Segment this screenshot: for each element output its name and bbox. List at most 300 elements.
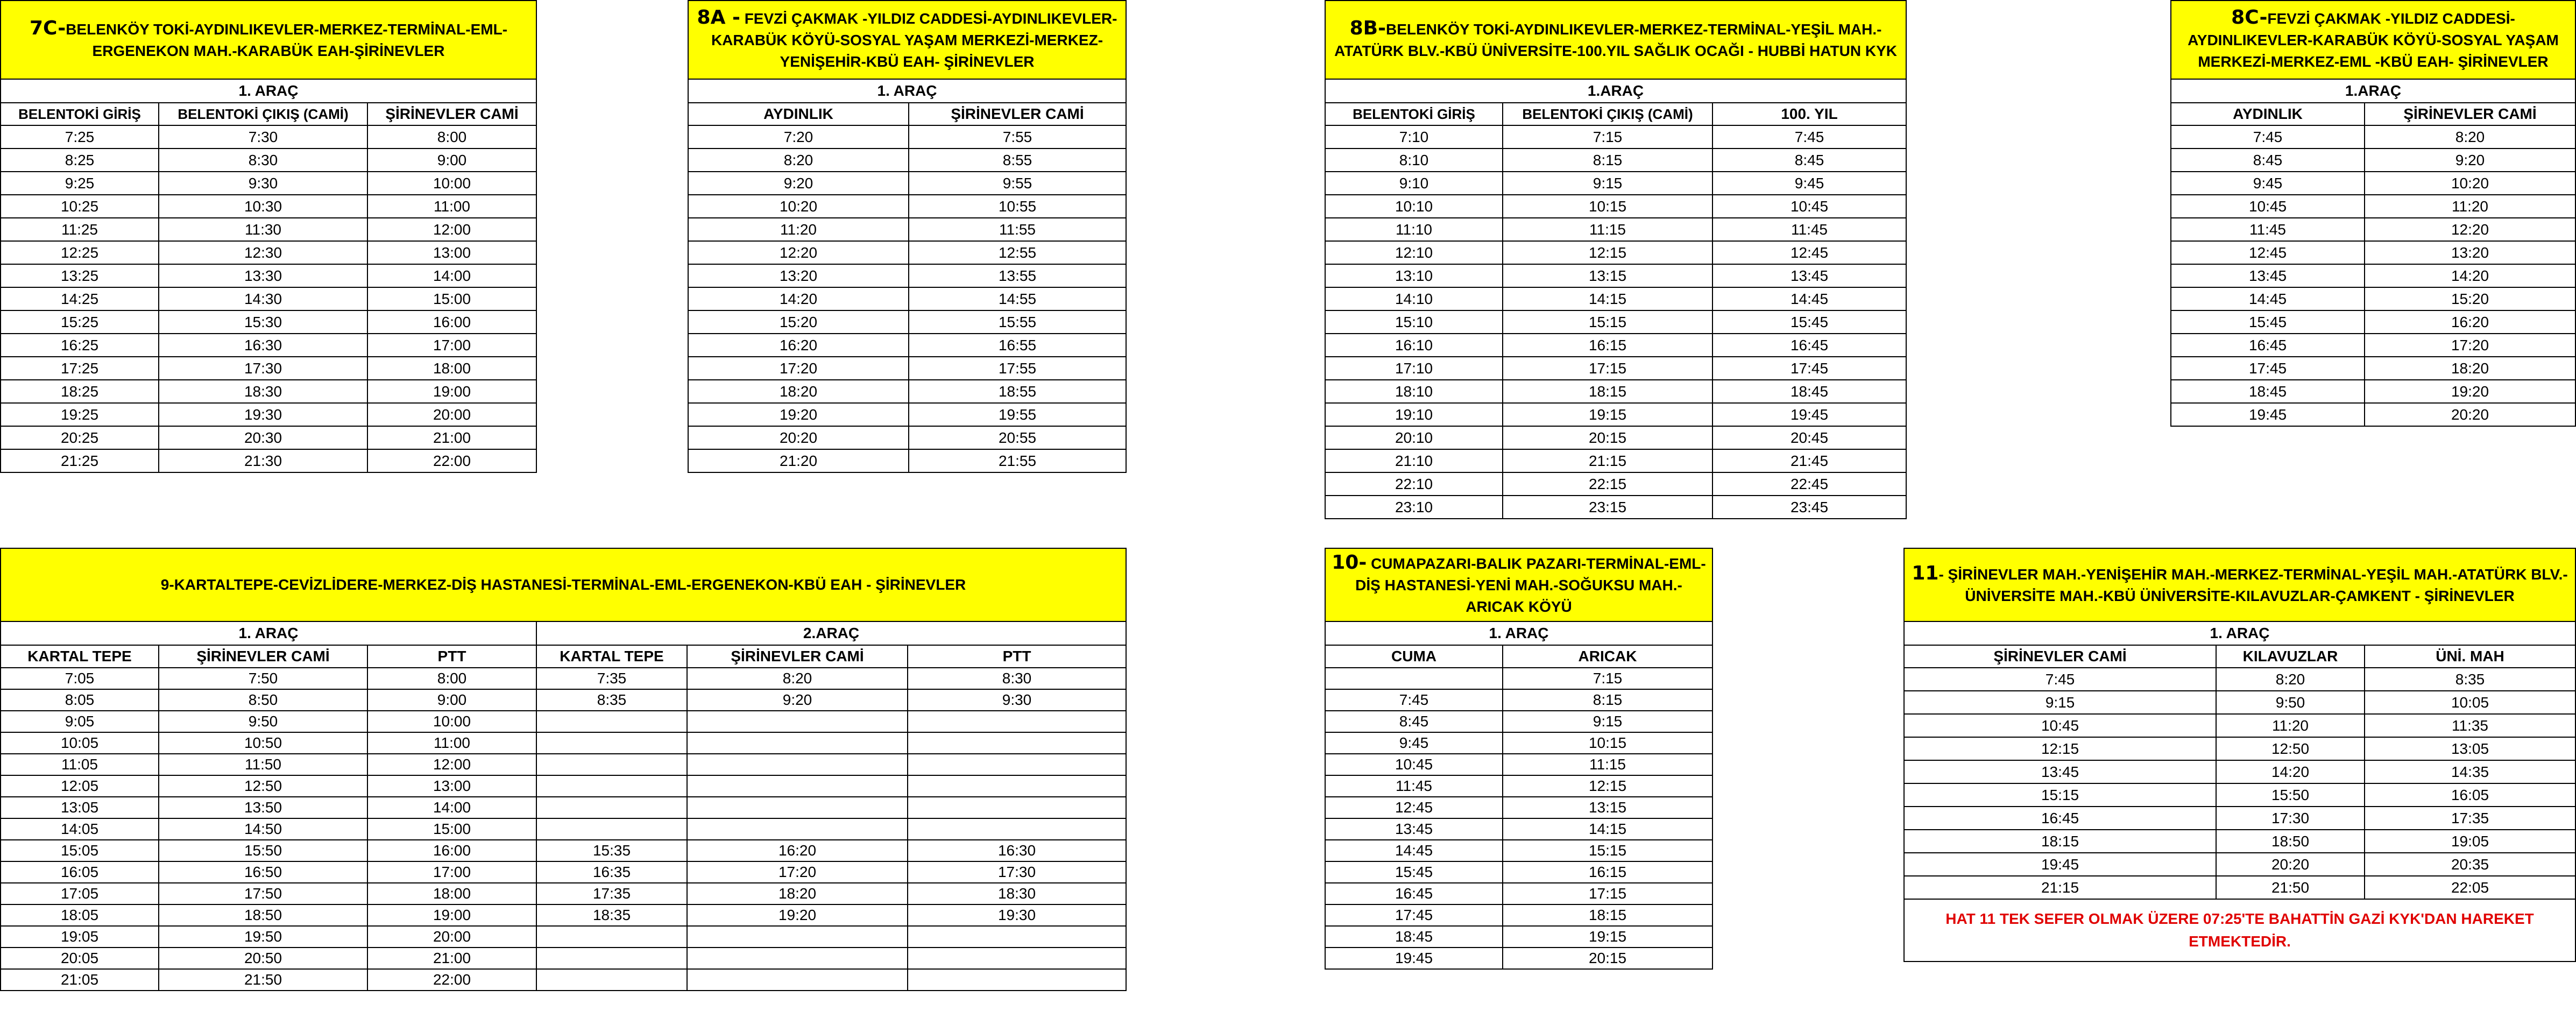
time-cell: 16:50 bbox=[159, 861, 367, 883]
time-cell: 18:15 bbox=[1503, 904, 1712, 926]
route-title-11 bbox=[1904, 548, 2575, 621]
column-header: ŞİRİNEVLER CAMİ bbox=[1904, 645, 2216, 668]
time-cell: 19:30 bbox=[159, 403, 367, 426]
route-title-9 bbox=[1, 548, 1126, 621]
time-cell: 19:20 bbox=[2365, 380, 2575, 403]
time-cell: 9:50 bbox=[159, 711, 367, 732]
time-cell: 18:00 bbox=[367, 357, 536, 380]
table-row bbox=[1325, 426, 1906, 449]
time-cell: 12:15 bbox=[1503, 775, 1712, 797]
table-row bbox=[688, 195, 1126, 218]
time-cell: 17:55 bbox=[909, 357, 1126, 380]
time-cell: 8:45 bbox=[1325, 711, 1503, 732]
time-cell: 13:25 bbox=[1, 264, 159, 287]
time-cell: 16:15 bbox=[1503, 334, 1712, 357]
table-row bbox=[1, 449, 536, 472]
time-cell: 23:15 bbox=[1503, 496, 1712, 519]
time-cell: 15:30 bbox=[159, 310, 367, 334]
time-cell: 9:45 bbox=[1325, 732, 1503, 754]
table-row bbox=[1325, 840, 1712, 861]
time-cell: 15:50 bbox=[159, 840, 367, 861]
table-row bbox=[2171, 125, 2575, 149]
time-cell: 12:45 bbox=[1712, 241, 1906, 264]
table-row bbox=[688, 287, 1126, 310]
time-cell: 13:10 bbox=[1325, 264, 1503, 287]
time-cell: 20:30 bbox=[159, 426, 367, 449]
time-cell: 14:00 bbox=[367, 264, 536, 287]
table-row bbox=[1325, 754, 1712, 775]
time-cell: 11:10 bbox=[1325, 218, 1503, 241]
table-row bbox=[1325, 797, 1712, 818]
time-cell: 18:00 bbox=[367, 883, 536, 904]
time-cell: 17:45 bbox=[2171, 357, 2365, 380]
time-cell: 9:45 bbox=[2171, 172, 2365, 195]
time-cell bbox=[687, 754, 908, 775]
time-cell: 19:50 bbox=[159, 926, 367, 948]
time-cell: 7:45 bbox=[1712, 125, 1906, 149]
time-cell: 9:25 bbox=[1, 172, 159, 195]
time-cell bbox=[908, 926, 1126, 948]
time-cell: 16:35 bbox=[536, 861, 687, 883]
route-title-8c bbox=[2171, 1, 2575, 79]
time-cell bbox=[536, 969, 687, 991]
table-row bbox=[1, 689, 1126, 711]
time-cell: 12:50 bbox=[2216, 737, 2365, 760]
table-row bbox=[1, 797, 1126, 818]
vehicle-label: 1.ARAÇ bbox=[2171, 79, 2575, 103]
time-cell bbox=[536, 797, 687, 818]
table-row bbox=[1, 357, 536, 380]
time-cell: 20:35 bbox=[2365, 853, 2575, 876]
time-cell: 8:20 bbox=[687, 668, 908, 689]
time-cell: 12:50 bbox=[159, 775, 367, 797]
time-cell: 19:30 bbox=[908, 904, 1126, 926]
time-cell bbox=[687, 818, 908, 840]
time-cell: 14:25 bbox=[1, 287, 159, 310]
time-cell: 21:50 bbox=[159, 969, 367, 991]
table-row bbox=[1325, 904, 1712, 926]
time-cell: 14:00 bbox=[367, 797, 536, 818]
time-cell: 9:55 bbox=[909, 172, 1126, 195]
time-cell: 11:20 bbox=[688, 218, 909, 241]
column-header: CUMA bbox=[1325, 645, 1503, 668]
time-cell: 8:20 bbox=[688, 149, 909, 172]
table-row bbox=[1904, 691, 2575, 714]
time-cell: 17:30 bbox=[2216, 807, 2365, 830]
time-cell: 18:20 bbox=[688, 380, 909, 403]
time-cell: 16:00 bbox=[367, 840, 536, 861]
time-cell: 14:20 bbox=[2365, 264, 2575, 287]
time-cell: 13:45 bbox=[2171, 264, 2365, 287]
time-cell: 14:45 bbox=[1325, 840, 1503, 861]
table-row bbox=[1325, 357, 1906, 380]
time-cell: 8:25 bbox=[1, 149, 159, 172]
vehicle-label: 1. ARAÇ bbox=[1904, 621, 2575, 645]
time-cell: 19:15 bbox=[1503, 926, 1712, 948]
time-cell: 9:00 bbox=[367, 689, 536, 711]
time-cell: 15:25 bbox=[1, 310, 159, 334]
table-row bbox=[2171, 380, 2575, 403]
table-row bbox=[1, 403, 536, 426]
time-cell: 13:00 bbox=[367, 241, 536, 264]
time-cell: 10:05 bbox=[2365, 691, 2575, 714]
time-cell: 11:55 bbox=[909, 218, 1126, 241]
column-header: ŞİRİNEVLER CAMİ bbox=[687, 645, 908, 668]
time-cell: 15:15 bbox=[1904, 783, 2216, 807]
time-cell: 16:45 bbox=[1904, 807, 2216, 830]
route-description: CUMAPAZARI-BALIK PAZARI-TERMİNAL-EML-DİŞ HASTANESİ-YENİ MAH.-SOĞUKSU MAH.-ARICAK KÖYÜ bbox=[1355, 555, 1706, 615]
time-cell: 22:15 bbox=[1503, 472, 1712, 496]
table-row bbox=[1, 969, 1126, 991]
table-row bbox=[2171, 149, 2575, 172]
time-cell: 20:20 bbox=[688, 426, 909, 449]
route-code: 11 bbox=[1912, 562, 1939, 584]
time-cell: 12:10 bbox=[1325, 241, 1503, 264]
table-row bbox=[1904, 714, 2575, 737]
table-row bbox=[1325, 775, 1712, 797]
table-row bbox=[688, 334, 1126, 357]
time-cell: 14:05 bbox=[1, 818, 159, 840]
time-cell: 16:20 bbox=[2365, 310, 2575, 334]
table-row bbox=[1325, 218, 1906, 241]
table-row bbox=[1904, 807, 2575, 830]
table-row bbox=[1904, 830, 2575, 853]
time-cell: 13:15 bbox=[1503, 264, 1712, 287]
time-cell: 8:20 bbox=[2365, 125, 2575, 149]
vehicle-label-2: 2.ARAÇ bbox=[536, 621, 1126, 645]
time-cell: 16:30 bbox=[159, 334, 367, 357]
time-cell: 19:05 bbox=[1, 926, 159, 948]
vehicle-label: 1. ARAÇ bbox=[1, 79, 536, 103]
time-cell: 21:25 bbox=[1, 449, 159, 472]
time-cell: 10:25 bbox=[1, 195, 159, 218]
time-cell: 15:45 bbox=[2171, 310, 2365, 334]
time-cell: 8:15 bbox=[1503, 689, 1712, 711]
time-cell: 11:45 bbox=[1325, 775, 1503, 797]
time-cell: 9:05 bbox=[1, 711, 159, 732]
table-row bbox=[1, 218, 536, 241]
time-cell: 18:35 bbox=[536, 904, 687, 926]
table-row bbox=[1, 426, 536, 449]
time-cell bbox=[536, 926, 687, 948]
time-cell: 10:10 bbox=[1325, 195, 1503, 218]
table-row bbox=[1, 334, 536, 357]
table-row bbox=[1325, 861, 1712, 883]
time-cell: 15:45 bbox=[1325, 861, 1503, 883]
time-cell: 17:00 bbox=[367, 861, 536, 883]
table-row bbox=[1325, 668, 1712, 689]
route-code: 7C- bbox=[29, 17, 66, 39]
time-cell: 17:15 bbox=[1503, 357, 1712, 380]
table-row bbox=[688, 426, 1126, 449]
column-header: ÜNİ. MAH bbox=[2365, 645, 2575, 668]
table-row bbox=[1325, 125, 1906, 149]
time-cell bbox=[536, 818, 687, 840]
time-cell: 18:05 bbox=[1, 904, 159, 926]
time-cell: 18:55 bbox=[909, 380, 1126, 403]
time-cell: 12:55 bbox=[909, 241, 1126, 264]
table-row bbox=[1325, 711, 1712, 732]
vehicle-label: 1. ARAÇ bbox=[688, 79, 1126, 103]
time-cell: 7:05 bbox=[1, 668, 159, 689]
time-cell: 21:30 bbox=[159, 449, 367, 472]
time-cell bbox=[908, 818, 1126, 840]
table-row bbox=[1, 948, 1126, 969]
route-title-7c bbox=[1, 1, 536, 79]
table-row bbox=[1904, 760, 2575, 783]
time-cell bbox=[908, 969, 1126, 991]
time-cell bbox=[908, 754, 1126, 775]
table-row bbox=[1, 840, 1126, 861]
time-cell: 7:30 bbox=[159, 125, 367, 149]
route-code: 8C- bbox=[2231, 6, 2268, 29]
table-row bbox=[1325, 689, 1712, 711]
time-cell: 19:25 bbox=[1, 403, 159, 426]
time-cell: 19:05 bbox=[2365, 830, 2575, 853]
table-row bbox=[2171, 241, 2575, 264]
time-cell: 8:30 bbox=[908, 668, 1126, 689]
time-cell: 19:20 bbox=[687, 904, 908, 926]
time-cell bbox=[536, 754, 687, 775]
schedule-table-8c bbox=[2170, 0, 2576, 427]
table-row bbox=[688, 172, 1126, 195]
time-cell: 8:35 bbox=[2365, 668, 2575, 691]
table-row bbox=[1, 754, 1126, 775]
time-cell: 14:20 bbox=[688, 287, 909, 310]
time-cell: 21:15 bbox=[1503, 449, 1712, 472]
time-cell: 13:00 bbox=[367, 775, 536, 797]
time-cell: 10:20 bbox=[2365, 172, 2575, 195]
time-cell: 18:45 bbox=[1712, 380, 1906, 403]
time-cell bbox=[687, 926, 908, 948]
time-cell: 9:30 bbox=[159, 172, 367, 195]
time-cell: 14:55 bbox=[909, 287, 1126, 310]
route-description: FEVZİ ÇAKMAK -YILDIZ CADDESİ-AYDINLIKEVLER-KARABÜK KÖYÜ-SOSYAL YAŞAM MERKEZİ-MERKEZ-YENİŞEHİR-KBÜ EAH- ŞİRİNEVLER bbox=[711, 10, 1117, 70]
time-cell: 15:00 bbox=[367, 287, 536, 310]
time-cell: 16:05 bbox=[1, 861, 159, 883]
table-row bbox=[2171, 287, 2575, 310]
table-row bbox=[1325, 818, 1712, 840]
table-row bbox=[1325, 472, 1906, 496]
time-cell: 10:45 bbox=[1325, 754, 1503, 775]
time-cell: 9:00 bbox=[367, 149, 536, 172]
table-row bbox=[1, 904, 1126, 926]
time-cell: 18:25 bbox=[1, 380, 159, 403]
time-cell: 9:45 bbox=[1712, 172, 1906, 195]
time-cell: 11:35 bbox=[2365, 714, 2575, 737]
time-cell: 14:15 bbox=[1503, 818, 1712, 840]
time-cell: 15:20 bbox=[2365, 287, 2575, 310]
table-row bbox=[2171, 218, 2575, 241]
time-cell bbox=[536, 732, 687, 754]
time-cell: 17:05 bbox=[1, 883, 159, 904]
time-cell: 12:20 bbox=[2365, 218, 2575, 241]
time-cell: 21:05 bbox=[1, 969, 159, 991]
time-cell: 20:55 bbox=[909, 426, 1126, 449]
table-row bbox=[2171, 403, 2575, 426]
time-cell: 21:50 bbox=[2216, 876, 2365, 899]
table-row bbox=[1, 287, 536, 310]
time-cell: 19:45 bbox=[2171, 403, 2365, 426]
time-cell: 21:00 bbox=[367, 426, 536, 449]
time-cell: 21:15 bbox=[1904, 876, 2216, 899]
table-row bbox=[1325, 403, 1906, 426]
time-cell: 13:55 bbox=[909, 264, 1126, 287]
time-cell: 13:45 bbox=[1712, 264, 1906, 287]
time-cell: 8:05 bbox=[1, 689, 159, 711]
column-header: 100. YIL bbox=[1712, 103, 1906, 125]
time-cell: 17:30 bbox=[159, 357, 367, 380]
time-cell: 20:20 bbox=[2365, 403, 2575, 426]
time-cell: 22:00 bbox=[367, 969, 536, 991]
time-cell: 20:25 bbox=[1, 426, 159, 449]
time-cell: 10:15 bbox=[1503, 732, 1712, 754]
time-cell: 8:45 bbox=[2171, 149, 2365, 172]
time-cell: 7:20 bbox=[688, 125, 909, 149]
time-cell: 10:50 bbox=[159, 732, 367, 754]
time-cell: 20:00 bbox=[367, 926, 536, 948]
time-cell: 7:35 bbox=[536, 668, 687, 689]
time-cell: 18:30 bbox=[908, 883, 1126, 904]
time-cell: 12:15 bbox=[1904, 737, 2216, 760]
time-cell: 18:20 bbox=[687, 883, 908, 904]
time-cell: 9:15 bbox=[1503, 172, 1712, 195]
route-title-8b bbox=[1325, 1, 1906, 79]
table-row bbox=[1904, 668, 2575, 691]
time-cell: 19:55 bbox=[909, 403, 1126, 426]
time-cell: 10:45 bbox=[1904, 714, 2216, 737]
table-row bbox=[688, 218, 1126, 241]
time-cell: 20:50 bbox=[159, 948, 367, 969]
time-cell: 16:20 bbox=[688, 334, 909, 357]
time-cell: 15:20 bbox=[688, 310, 909, 334]
time-cell: 16:25 bbox=[1, 334, 159, 357]
time-cell: 17:35 bbox=[536, 883, 687, 904]
time-cell: 17:45 bbox=[1712, 357, 1906, 380]
time-cell bbox=[908, 775, 1126, 797]
table-row bbox=[2171, 195, 2575, 218]
table-row bbox=[688, 357, 1126, 380]
table-row bbox=[2171, 310, 2575, 334]
route-description: - ŞİRİNEVLER MAH.-YENİŞEHİR MAH.-MERKEZ-TERMİNAL-YEŞİL MAH.-ATATÜRK BLV.-ÜNİVERSİTE MAH.-KBÜ ÜNİVERSİTE-KILAVUZLAR-ÇAMKENT - ŞİRİNEVLER bbox=[1938, 566, 2568, 604]
time-cell: 17:50 bbox=[159, 883, 367, 904]
column-header: KARTAL TEPE bbox=[1, 645, 159, 668]
route-note: HAT 11 TEK SEFER OLMAK ÜZERE 07:25'TE BAHATTİN GAZİ KYK'DAN HAREKET ETMEKTEDİR. bbox=[1904, 899, 2575, 961]
table-row bbox=[1, 264, 536, 287]
table-row bbox=[1, 926, 1126, 948]
time-cell: 13:20 bbox=[688, 264, 909, 287]
time-cell: 11:50 bbox=[159, 754, 367, 775]
table-row bbox=[1325, 264, 1906, 287]
time-cell: 17:10 bbox=[1325, 357, 1503, 380]
table-row bbox=[1325, 172, 1906, 195]
table-row bbox=[1325, 149, 1906, 172]
time-cell: 14:10 bbox=[1325, 287, 1503, 310]
time-cell: 12:45 bbox=[2171, 241, 2365, 264]
time-cell: 12:05 bbox=[1, 775, 159, 797]
time-cell: 15:10 bbox=[1325, 310, 1503, 334]
time-cell: 23:10 bbox=[1325, 496, 1503, 519]
time-cell: 18:45 bbox=[1325, 926, 1503, 948]
time-cell: 17:30 bbox=[908, 861, 1126, 883]
time-cell: 15:15 bbox=[1503, 840, 1712, 861]
table-row bbox=[1904, 853, 2575, 876]
table-row bbox=[1, 775, 1126, 797]
time-cell bbox=[687, 969, 908, 991]
time-cell: 7:15 bbox=[1503, 668, 1712, 689]
time-cell: 16:45 bbox=[1712, 334, 1906, 357]
time-cell: 16:05 bbox=[2365, 783, 2575, 807]
time-cell: 22:05 bbox=[2365, 876, 2575, 899]
time-cell: 12:30 bbox=[159, 241, 367, 264]
time-cell bbox=[687, 711, 908, 732]
time-cell: 7:45 bbox=[2171, 125, 2365, 149]
time-cell: 10:15 bbox=[1503, 195, 1712, 218]
time-cell: 7:55 bbox=[909, 125, 1126, 149]
time-cell: 11:20 bbox=[2365, 195, 2575, 218]
time-cell: 20:45 bbox=[1712, 426, 1906, 449]
table-row bbox=[1325, 241, 1906, 264]
table-row bbox=[1325, 310, 1906, 334]
time-cell: 11:15 bbox=[1503, 218, 1712, 241]
table-row bbox=[688, 310, 1126, 334]
table-row bbox=[1325, 883, 1712, 904]
column-header: ŞİRİNEVLER CAMİ bbox=[2365, 103, 2575, 125]
table-row bbox=[688, 380, 1126, 403]
time-cell: 10:55 bbox=[909, 195, 1126, 218]
time-cell: 7:25 bbox=[1, 125, 159, 149]
time-cell: 14:45 bbox=[1712, 287, 1906, 310]
table-row bbox=[1325, 195, 1906, 218]
table-row bbox=[1, 241, 536, 264]
time-cell: 18:50 bbox=[159, 904, 367, 926]
time-cell: 16:55 bbox=[909, 334, 1126, 357]
time-cell: 8:00 bbox=[367, 668, 536, 689]
vehicle-label: 1.ARAÇ bbox=[1325, 79, 1906, 103]
time-cell: 12:20 bbox=[688, 241, 909, 264]
time-cell: 12:25 bbox=[1, 241, 159, 264]
column-header: ARICAK bbox=[1503, 645, 1712, 668]
table-row bbox=[1, 711, 1126, 732]
table-row bbox=[1, 732, 1126, 754]
time-cell: 8:55 bbox=[909, 149, 1126, 172]
time-cell: 13:15 bbox=[1503, 797, 1712, 818]
time-cell: 8:35 bbox=[536, 689, 687, 711]
time-cell bbox=[687, 948, 908, 969]
time-cell: 7:45 bbox=[1904, 668, 2216, 691]
column-header: KARTAL TEPE bbox=[536, 645, 687, 668]
time-cell: 15:50 bbox=[2216, 783, 2365, 807]
vehicle-label: 1. ARAÇ bbox=[1325, 621, 1712, 645]
time-cell: 12:00 bbox=[367, 218, 536, 241]
time-cell: 11:00 bbox=[367, 732, 536, 754]
schedule-table-8b bbox=[1325, 0, 1907, 519]
time-cell: 11:15 bbox=[1503, 754, 1712, 775]
time-cell: 15:00 bbox=[367, 818, 536, 840]
time-cell: 11:20 bbox=[2216, 714, 2365, 737]
schedule-table-8a bbox=[688, 0, 1127, 473]
column-header: AYDINLIK bbox=[2171, 103, 2365, 125]
time-cell: 10:00 bbox=[367, 172, 536, 195]
time-cell: 18:10 bbox=[1325, 380, 1503, 403]
time-cell: 10:00 bbox=[367, 711, 536, 732]
time-cell: 13:45 bbox=[1325, 818, 1503, 840]
table-row bbox=[688, 125, 1126, 149]
table-row bbox=[1, 195, 536, 218]
time-cell: 8:45 bbox=[1712, 149, 1906, 172]
table-row bbox=[1904, 783, 2575, 807]
time-cell: 19:45 bbox=[1904, 853, 2216, 876]
